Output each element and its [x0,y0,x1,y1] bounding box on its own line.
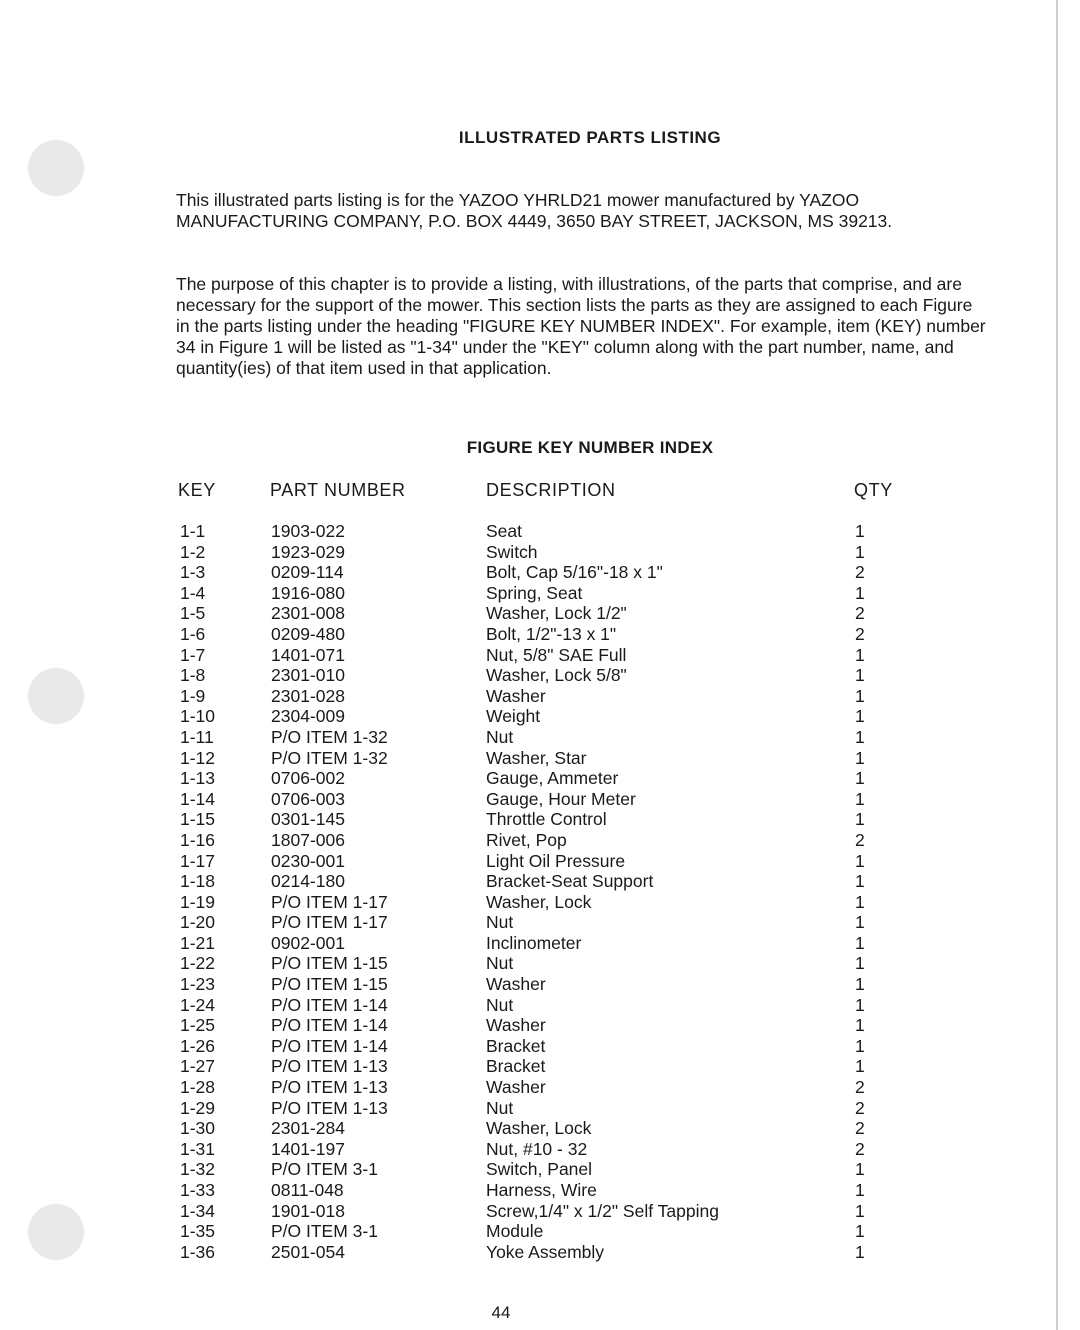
row-part-number: 1916-080 [271,582,345,603]
table-row [0,706,1080,727]
row-description: Washer, Lock 5/8" [486,665,627,686]
row-qty: 1 [855,788,865,809]
row-qty: 2 [855,1077,865,1098]
row-qty: 1 [855,809,865,830]
row-description: Bracket [486,1035,546,1056]
row-description: Washer, Lock 1/2" [486,603,627,624]
table-row [0,727,1080,748]
row-key: 1-11 [180,726,214,747]
row-part-number: 0209-480 [271,623,345,644]
row-description: Nut, #10 - 32 [486,1138,588,1159]
row-description: Washer [486,1015,546,1036]
row-qty: 1 [855,521,865,541]
row-qty: 2 [855,1097,865,1118]
row-description: Harness, Wire [486,1180,597,1200]
page-title: ILLUSTRATED PARTS LISTING [458,128,722,147]
row-key: 1-31 [180,1138,216,1159]
row-qty: 1 [855,685,865,706]
table-row [0,1056,1080,1077]
row-qty: 1 [855,747,865,768]
row-part-number: 0706-002 [271,768,345,789]
row-description: Weight [486,706,541,727]
column-header-key: KEY [178,480,216,500]
table-row [0,665,1080,686]
row-part-number: 2304-009 [271,706,345,727]
row-qty: 1 [855,1241,865,1262]
row-key: 1-20 [180,912,216,933]
row-qty: 1 [855,582,865,603]
row-description: Nut [486,1097,514,1118]
row-part-number: 0811-048 [271,1180,344,1200]
row-key: 1-29 [180,1097,216,1118]
row-key: 1-35 [180,1221,216,1242]
row-key: 1-2 [180,541,206,562]
row-part-number: 1903-022 [271,521,345,541]
row-part-number: 0214-180 [271,871,345,892]
table-row [0,830,1080,851]
table-row [0,1221,1080,1242]
row-description: Washer [486,974,546,995]
row-qty: 1 [855,726,865,747]
row-description: Nut [486,912,514,933]
row-description: Throttle Control [486,809,607,830]
table-row [0,1077,1080,1098]
row-key: 1-24 [180,994,216,1015]
table-row [0,912,1080,933]
table-row [0,1015,1080,1036]
row-qty: 2 [855,1118,865,1139]
row-part-number: P/O ITEM 1-15 [271,953,388,974]
row-key: 1-12 [180,747,216,768]
table-row [0,603,1080,624]
table-row [0,542,1080,563]
row-description: Washer, Lock [486,1118,592,1139]
row-qty: 1 [855,932,865,953]
row-key: 1-17 [180,850,216,871]
row-part-number: 2301-284 [271,1118,345,1139]
row-qty: 1 [855,1035,865,1056]
row-part-number: P/O ITEM 1-13 [271,1097,388,1118]
row-qty: 1 [855,974,865,995]
row-key: 1-6 [180,623,206,644]
table-row [0,1201,1080,1222]
row-key: 1-28 [180,1077,216,1098]
row-key: 1-34 [180,1200,216,1221]
row-description: Light Oil Pressure [486,850,626,871]
row-qty: 2 [855,1138,865,1159]
row-part-number: P/O ITEM 3-1 [271,1221,378,1242]
row-qty: 2 [855,562,865,583]
row-qty: 1 [855,541,865,562]
row-description: Washer, Lock [486,891,592,912]
row-key: 1-36 [180,1241,216,1262]
table-row [0,562,1080,583]
row-key: 1-21 [180,932,216,953]
row-qty: 1 [855,1221,865,1242]
row-key: 1-30 [180,1118,216,1139]
table-row [0,748,1080,769]
row-qty: 1 [855,953,865,974]
row-part-number: 0230-001 [271,850,345,871]
row-part-number: P/O ITEM 1-32 [271,747,388,768]
row-key: 1-15 [180,809,216,830]
row-part-number: 2301-028 [271,685,345,706]
row-key: 1-3 [180,562,206,583]
row-key: 1-33 [180,1180,216,1200]
row-description: Nut [486,726,514,747]
row-description: Nut [486,994,514,1015]
table-row [0,583,1080,604]
column-header-description: DESCRIPTION [486,480,616,500]
row-description: Washer, Star [486,747,587,768]
row-qty: 1 [855,1056,865,1077]
row-part-number: 1807-006 [271,829,345,850]
table-row [0,1139,1080,1160]
row-qty: 1 [855,871,865,892]
row-part-number: 1401-071 [271,644,345,665]
row-qty: 1 [855,912,865,933]
row-key: 1-9 [180,685,206,706]
row-part-number: P/O ITEM 1-17 [271,891,388,912]
row-part-number: P/O ITEM 1-14 [271,1015,388,1036]
binder-hole [28,140,84,196]
table-row [0,624,1080,645]
row-description: Rivet, Pop [486,829,567,850]
row-part-number: 0209-114 [271,562,344,583]
row-description: Washer [486,685,546,706]
row-key: 1-1 [180,521,206,541]
row-key: 1-5 [180,603,206,624]
row-part-number: P/O ITEM 1-13 [271,1056,388,1077]
row-key: 1-13 [180,768,216,789]
row-part-number: P/O ITEM 3-1 [271,1159,378,1180]
row-key: 1-22 [180,953,216,974]
page-number: 44 [491,1303,511,1322]
row-part-number: 1923-029 [271,541,345,562]
row-qty: 1 [855,994,865,1015]
row-part-number: 2301-010 [271,665,345,686]
table-row [0,953,1080,974]
row-key: 1-7 [180,644,206,665]
row-part-number: 0301-145 [271,809,345,830]
row-part-number: P/O ITEM 1-15 [271,974,388,995]
row-description: Spring, Seat [486,582,583,603]
row-description: Inclinometer [486,932,582,953]
row-key: 1-32 [180,1159,216,1180]
row-description: Nut [486,953,514,974]
row-part-number: P/O ITEM 1-17 [271,912,388,933]
table-row [0,1242,1080,1263]
row-qty: 1 [855,1159,865,1180]
row-qty: 2 [855,603,865,624]
row-qty: 1 [855,644,865,665]
row-part-number: P/O ITEM 1-14 [271,994,388,1015]
row-qty: 1 [855,665,865,686]
row-description: Gauge, Hour Meter [486,788,636,809]
intro-paragraph: This illustrated parts listing is for the YAZOO YHRLD21 mower manufactured by YAZOO MANUFACTURING COMPANY, P.O. BOX 4449, 3650 BAY STREET, JACKSON, MS 39213. [176,190,893,231]
row-key: 1-4 [180,582,206,603]
table-row [0,892,1080,913]
row-description: Bolt, 1/2"-13 x 1" [486,623,617,644]
table-row [0,1098,1080,1119]
table-row [0,1118,1080,1139]
table-row [0,789,1080,810]
row-description: Bolt, Cap 5/16"-18 x 1" [486,562,663,583]
row-part-number: 0706-003 [271,788,345,809]
row-description: Nut, 5/8" SAE Full [486,644,627,665]
row-part-number: P/O ITEM 1-14 [271,1035,388,1056]
table-row [0,686,1080,707]
row-description: Seat [486,521,522,541]
row-part-number: 2301-008 [271,603,345,624]
table-row [0,1159,1080,1180]
table-row [0,933,1080,954]
index-title: FIGURE KEY NUMBER INDEX [466,438,714,457]
row-qty: 1 [855,1200,865,1221]
row-key: 1-23 [180,974,216,995]
table-row [0,995,1080,1016]
row-qty: 2 [855,829,865,850]
row-key: 1-26 [180,1035,216,1056]
row-description: Washer [486,1077,546,1098]
row-qty: 1 [855,1015,865,1036]
row-key: 1-25 [180,1015,216,1036]
column-header-qty: QTY [854,480,893,500]
row-part-number: P/O ITEM 1-13 [271,1077,388,1098]
row-description: Module [486,1221,544,1242]
table-row [0,974,1080,995]
table-row [0,1036,1080,1057]
row-part-number: 1901-018 [271,1200,345,1221]
row-key: 1-14 [180,788,216,809]
row-description: Switch [486,541,538,562]
row-qty: 1 [855,850,865,871]
table-row [0,521,1080,542]
row-part-number: P/O ITEM 1-32 [271,726,388,747]
row-part-number: 0902-001 [271,932,345,953]
row-description: Bracket [486,1056,546,1077]
table-row [0,1180,1080,1201]
row-key: 1-27 [180,1056,216,1077]
row-key: 1-8 [180,665,206,686]
row-key: 1-10 [180,706,216,727]
row-part-number: 2501-054 [271,1241,345,1262]
parts-table [0,521,1080,1262]
row-key: 1-19 [180,891,216,912]
row-key: 1-18 [180,871,216,892]
purpose-paragraph: The purpose of this chapter is to provide a listing, with illustrations, of the parts that comprise, and are necessary for the support of the mower. This section lists the parts as they are assigned to each Figure in the parts listing under the heading "FIGURE KEY NUMBER INDEX". For example, item (KEY) number 34 in Figure 1 will be listed as "1-34" under the "KEY" column along with the part number, name, and quantity(ies) of that item used in that application. [176,274,986,378]
row-description: Yoke Assembly [486,1241,605,1262]
row-part-number: 1401-197 [271,1138,345,1159]
row-key: 1-16 [180,829,216,850]
row-qty: 1 [855,1180,865,1200]
row-qty: 1 [855,891,865,912]
table-row [0,851,1080,872]
row-description: Gauge, Ammeter [486,768,619,789]
column-header-part-number: PART NUMBER [270,480,406,500]
row-description: Bracket-Seat Support [486,871,654,892]
row-description: Switch, Panel [486,1159,593,1180]
row-qty: 1 [855,706,865,727]
table-row [0,809,1080,830]
row-qty: 2 [855,623,865,644]
table-row [0,871,1080,892]
table-row [0,768,1080,789]
row-description: Screw,1/4" x 1/2" Self Tapping [486,1200,719,1221]
table-row [0,645,1080,666]
row-qty: 1 [855,768,865,789]
